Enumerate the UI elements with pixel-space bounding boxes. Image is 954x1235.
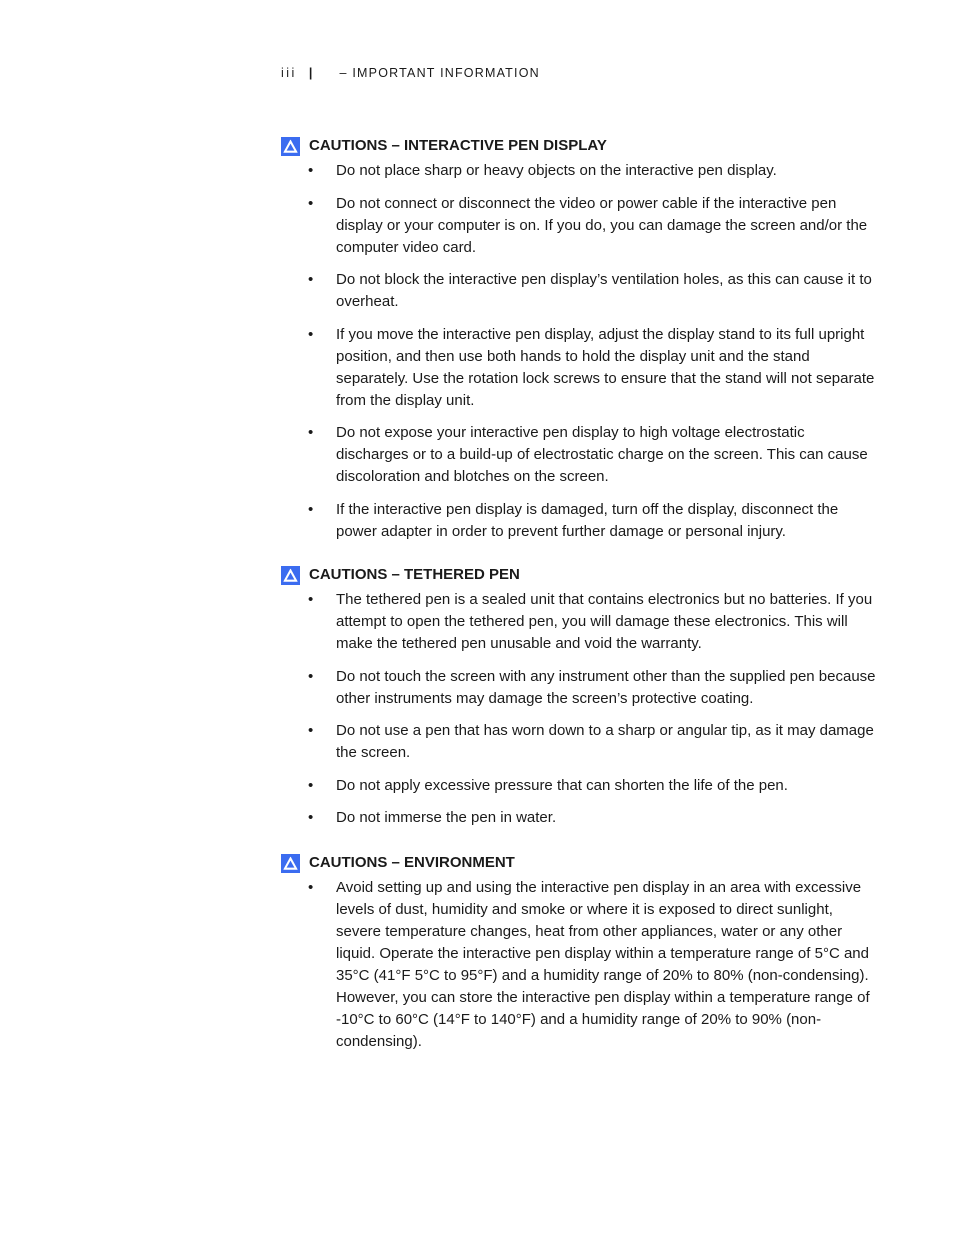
list-item [281,499,881,543]
section-heading [281,136,881,158]
caution-list [281,589,881,829]
caution-triangle-icon [281,137,300,156]
section-heading [281,853,881,875]
list-item [281,877,881,1053]
list-item-text: If the interactive pen display is damaged, turn off the display, disconnect the power adapter in order to prevent further damage or personal injury. [336,500,839,540]
bullet: • [308,271,314,288]
bullet: • [308,162,314,179]
section-heading [281,565,881,587]
bullet: • [308,667,314,685]
list-item-text: Do not apply excessive pressure that can shorten the life of the pen. [336,776,788,794]
header-section-title: – IMPORTANT INFORMATION [339,66,540,80]
bullet: • [308,776,314,794]
caution-list [281,877,881,1053]
bullet: • [308,722,314,739]
list-item-text: Do not block the interactive pen display’s ventilation holes, as this can cause it to overheat. [336,271,872,310]
bullet: • [308,424,314,441]
section-title: CAUTIONS – ENVIRONMENT [309,854,515,871]
bullet: • [308,194,314,212]
list-item-text: Do not place sharp or heavy objects on the interactive pen display. [336,162,777,179]
list-item-text: If you move the interactive pen display, adjust the display stand to its full upright position, and then use both hands to hold the display unit and the stand separately. Use the rotation lock screws to ensure that the stand will not separate from the display unit. [336,325,875,409]
list-item [281,720,881,764]
list-item-text: Do not connect or disconnect the video or power cable if the interactive pen display or your computer is on. If you do, you can damage the screen and/or the computer video card. [336,194,868,256]
list-item-text: Avoid setting up and using the interactive pen display in an area with excessive levels of dust, humidity and smoke or where it is exposed to direct sunlight, severe temperature changes, heat from other appliances, water or any other liquid. Operate the interactive pen display within a temperature range of 5°C and 35°C (41°F 5°C to 95°F) and a humidity range of 20% to 80% (non-condensing). However, you can store the interactive pen display within a temperature range of -10°C to 60°C (14°F to 140°F) and a humidity range of 20% to 90% (non-condensing). [336,879,870,1050]
list-item [281,589,881,655]
list-item-text: Do not expose your interactive pen display to high voltage electrostatic discharges or to a build-up of electrostatic charge on the screen. This can cause discoloration and blotches on the screen. [336,424,868,485]
caution-triangle-icon [281,566,300,585]
list-item-text: Do not use a pen that has worn down to a sharp or angular tip, as it may damage the screen. [336,722,874,761]
list-item [281,807,881,829]
list-item [281,160,881,182]
caution-list [281,160,881,543]
list-item [281,324,881,412]
bullet: • [308,591,314,608]
running-header [281,66,540,80]
list-item-text: Do not immerse the pen in water. [336,809,557,826]
list-item [281,422,881,488]
header-separator: | [308,66,314,80]
list-item [281,269,881,313]
section-environment [281,853,881,1064]
section-title: CAUTIONS – TETHERED PEN [309,566,520,583]
list-item-text: The tethered pen is a sealed unit that contains electronics but no batteries. If you attempt to open the tethered pen, you will damage these electronics. This will make the tethered pen unusable and void the warranty. [336,591,873,652]
bullet: • [308,809,314,826]
section-title: CAUTIONS – INTERACTIVE PEN DISPLAY [309,137,607,154]
list-item [281,666,881,710]
bullet: • [308,325,314,343]
caution-triangle-icon [281,854,300,873]
list-item [281,193,881,259]
section-interactive-pen-display [281,136,881,553]
list-item-text: Do not touch the screen with any instrument other than the supplied pen because other instruments may damage the screen’s protective coating. [336,667,876,707]
section-tethered-pen [281,565,881,840]
bullet: • [308,500,314,518]
page-number: iii [281,66,297,80]
bullet: • [308,879,314,896]
list-item [281,775,881,797]
